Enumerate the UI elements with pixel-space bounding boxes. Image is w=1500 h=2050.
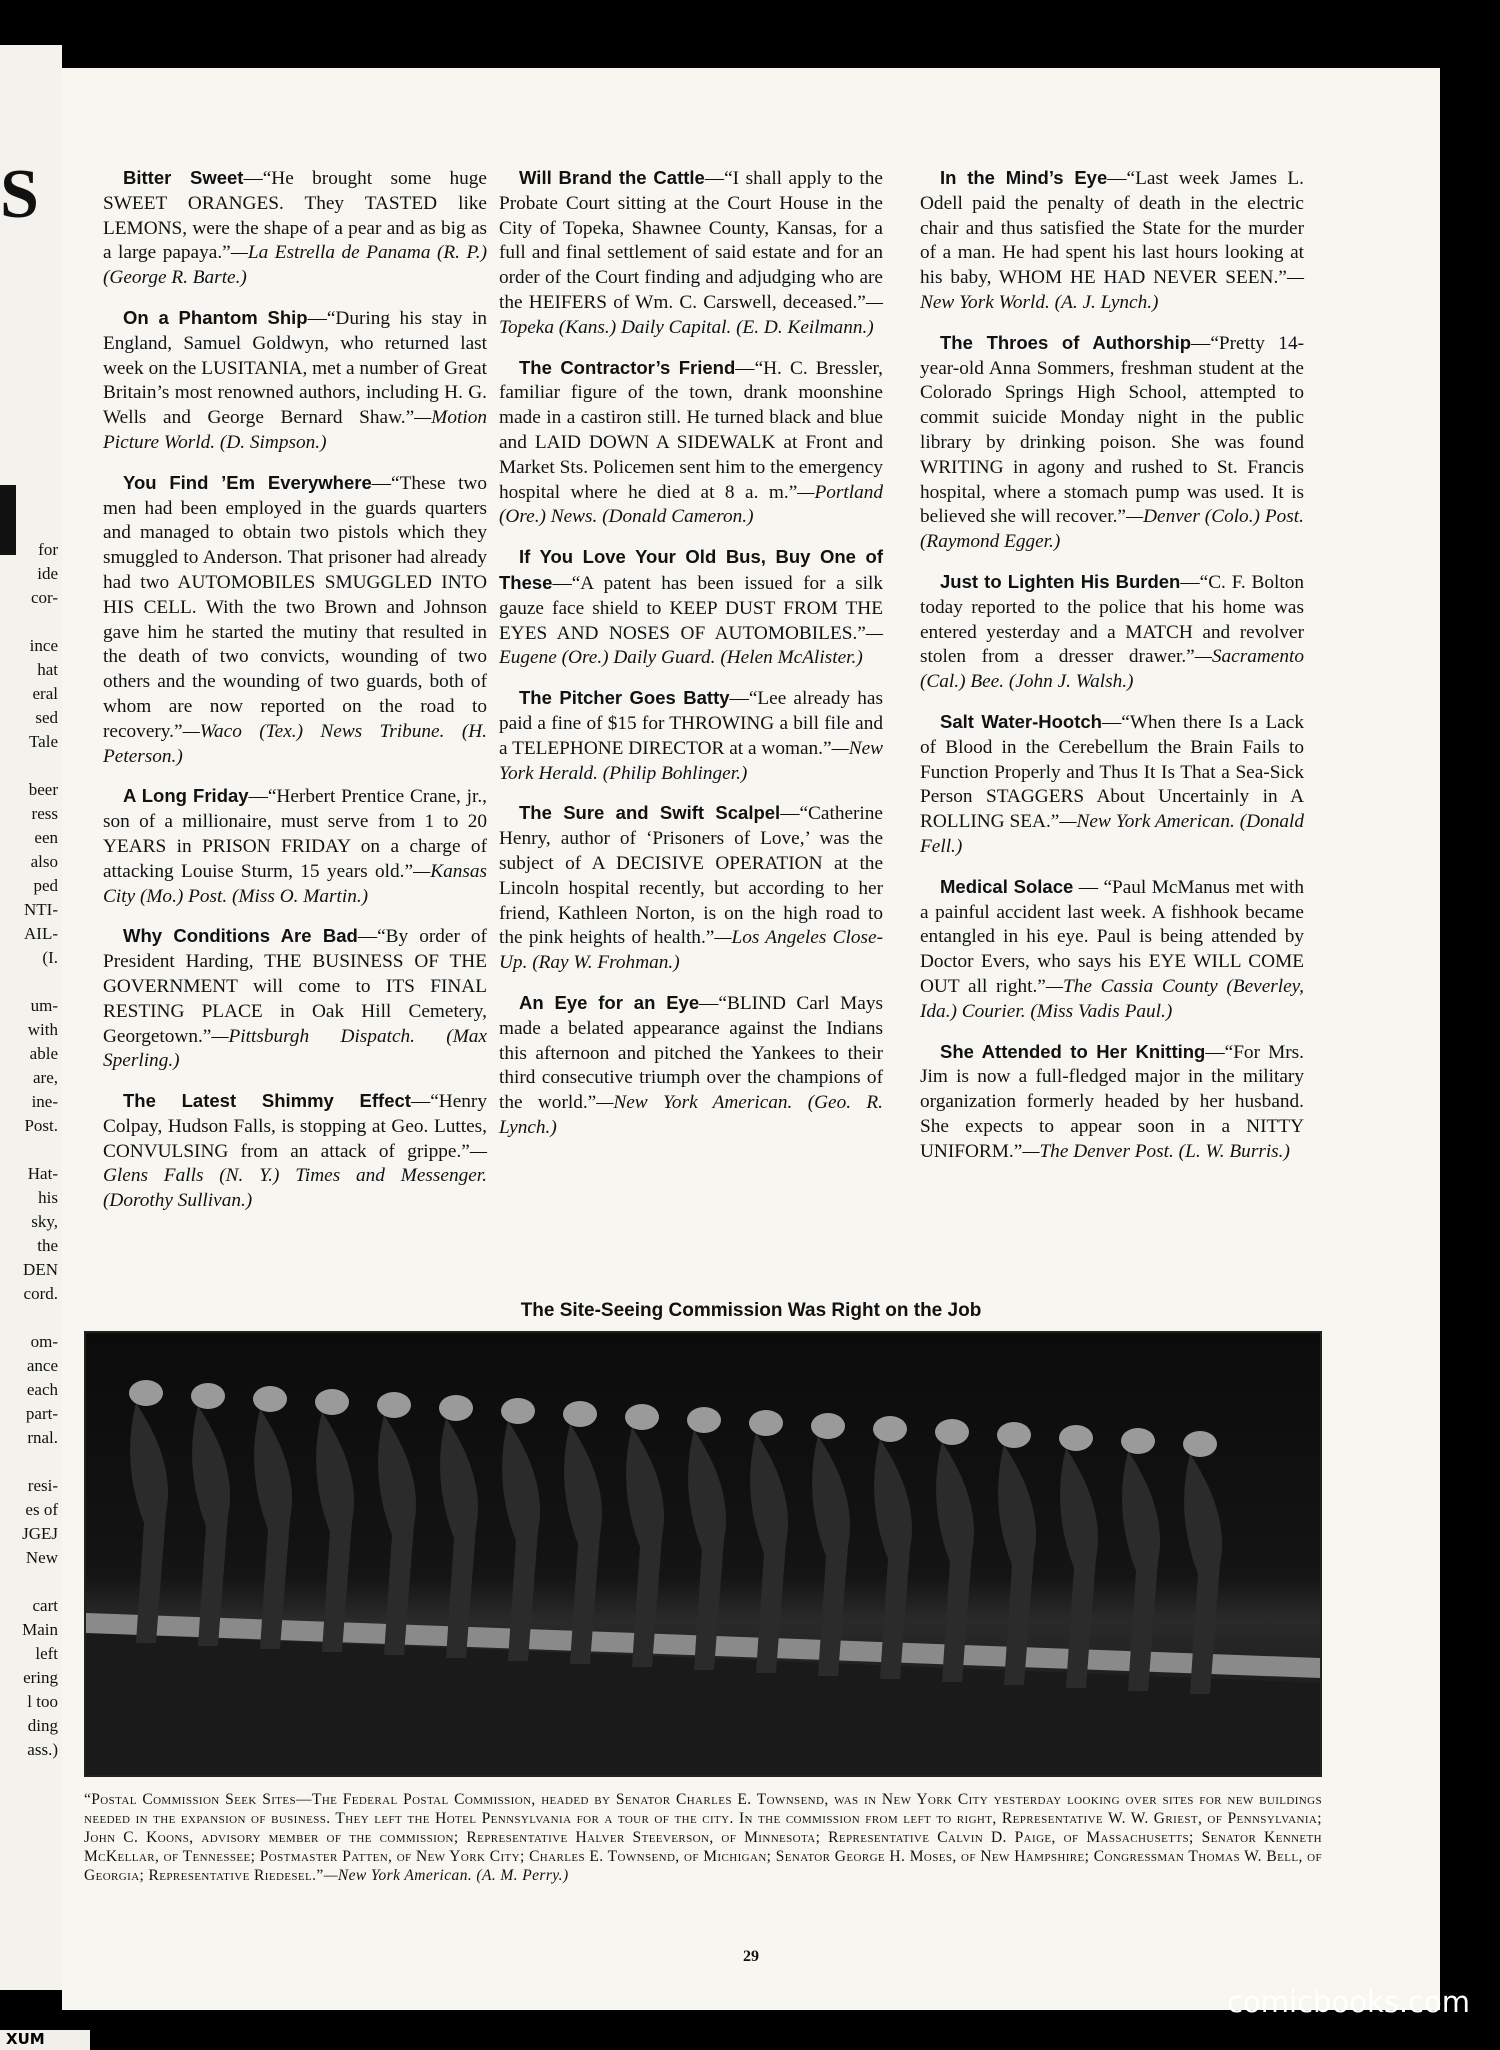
item-source: —New York American. (Donald Fell.)	[920, 811, 1304, 857]
facing-page-big-letter: S	[0, 156, 39, 233]
facing-page-fragment: cord.	[23, 1284, 58, 1303]
item-heading: The Latest Shimmy Effect	[123, 1090, 411, 1112]
item-heading: She Attended to Her Knitting	[940, 1040, 1206, 1062]
item-body: —“A patent has been issued for a silk gauze face shield to KEEP DUST FROM THE EYES AND NOSES OF AUTOMOBILES.”	[499, 572, 883, 644]
item-body: —“Lee already has paid a fine of $15 for THROWING a bill file and a TELEPHONE DIRECTOR at a woman.”	[499, 688, 883, 759]
facing-page-fragment: ince	[29, 636, 58, 655]
facing-page-fragment: JGEJ	[22, 1524, 58, 1543]
swimmer-figure	[873, 1416, 912, 1679]
column-1	[103, 166, 487, 1229]
item-source: —Pittsburgh Dispatch. (Max Sperling.)	[103, 1025, 487, 1072]
item-source: —Topeka (Kans.) Daily Capital. (E. D. Keilmann.)	[499, 291, 883, 338]
item-source: —Los Angeles Close-Up. (Ray W. Frohman.)	[499, 927, 883, 974]
item-source: —Eugene (Ore.) Daily Guard. (Helen McAlister.)	[499, 622, 883, 669]
item-body: —“Herbert Prentice Crane, jr., son of a millionaire, must serve from 1 to 20 YEARS in PRISON FRIDAY on a charge of attacking Louise Sturm, 15 years old.”	[103, 786, 487, 882]
item	[499, 991, 883, 1141]
item-body: —“When there Is a Lack of Blood in the Cerebellum the Brain Fails to Function Properly and Thus It Is That a Sea-Sick Person STAGGERS About Uncertainly in A ROLLING SEA.”	[920, 711, 1304, 833]
item-body: —“BLIND Carl Mays made a belated appearance against the Indians this afternoon and pitched the Yankees to their third consecutive triumph over the champions of the world.”	[499, 992, 883, 1114]
item-heading: Salt Water-Hootch	[940, 710, 1102, 732]
item-source: —La Estrella de Panama (R. P.) (George R. Barte.)	[103, 242, 488, 289]
item	[103, 306, 487, 456]
facing-page-fragment: Main	[22, 1620, 58, 1639]
item-source: —New York Herald. (Philip Bohlinger.)	[499, 737, 883, 784]
photo-caption	[84, 1790, 1322, 1885]
item	[499, 356, 883, 531]
facing-page-fragment: l too	[27, 1692, 58, 1711]
item-body: —“H. C. Bressler, familiar figure of the town, drank moonshine made in a castiron still. He turned black and blue and LAID DOWN A SIDEWALK at Front and Market Sts. Policemen sent him to the emergency hospital where he died at 8 a. m.”	[499, 357, 883, 503]
facing-page-fragment: Tale	[28, 732, 58, 751]
facing-page-fragment: NTI-	[24, 900, 58, 919]
facing-page-fragment: ide	[37, 564, 58, 583]
facing-page-fragment: also	[30, 852, 58, 871]
item-heading: On a Phantom Ship	[123, 306, 308, 328]
item	[920, 710, 1304, 860]
facing-page-black-block	[0, 485, 16, 555]
facing-page-fragment: each	[26, 1380, 58, 1399]
facing-page-fragment: eral	[32, 684, 58, 703]
item-source: —New York American. (Geo. R. Lynch.)	[499, 1092, 883, 1138]
swimmer-figure	[563, 1401, 602, 1664]
item	[103, 1089, 487, 1214]
swimmer-figure	[811, 1413, 850, 1676]
item-heading: An Eye for an Eye	[519, 991, 700, 1013]
caption-text: “Postal Commission Seek Sites—The Federal Postal Commission, headed by Senator Charles E. Townsend, was in New York City yesterday looking over sites for new buildings needed in the expansion of business. They left the Hotel Pennsylvania for a tour of the city. In the commission from left to right, Representative W. W. Griest, of Pennsylvania; John C. Koons, advisory member of the commission; Representative Halver Steeverson, of Minnesota; Representative Calvin D. Paige, of Massachusetts; Senator Kenneth McKellar, of Tennessee; Postmaster Patten, of New York City; Charles E. Townsend, of Michigan; Senator George H. Moses, of New Hampshire; Congressman Thomas W. Bell, of Georgia; Representative Riedesel.”	[84, 1791, 1322, 1884]
corner-label: XUM	[0, 2030, 90, 2050]
photograph	[84, 1331, 1322, 1777]
item-heading: In the Mind’s Eye	[940, 167, 1108, 188]
item-body: —“Catherine Henry, author of ‘Prisoners of Love,’ was the subject of A DECISIVE OPERATION at the Lincoln hospital recently, but according to her friend, Kathleen Norton, is on the high road to the pink heights of health.”	[499, 803, 883, 949]
item	[103, 924, 487, 1074]
item-heading: Bitter Sweet	[123, 167, 244, 188]
facing-page-fragment: beer	[28, 780, 58, 799]
item-source: —Sacramento (Cal.) Bee. (John J. Walsh.)	[920, 646, 1304, 693]
item-body: —“C. F. Bolton today reported to the police that his home was entered yesterday and a MATCH and revolver stolen from a dresser drawer.”	[920, 571, 1304, 668]
item-heading: A Long Friday	[123, 785, 249, 807]
facing-page-fragment: AIL-	[24, 924, 58, 943]
facing-page-fragment: are,	[32, 1068, 58, 1087]
swimmer-figure	[625, 1404, 664, 1667]
watermark: comicbooks.com	[1227, 1985, 1470, 2019]
facing-page-fragment: the	[37, 1236, 58, 1255]
facing-page-fragment: Post.	[24, 1116, 58, 1135]
item-heading: The Pitcher Goes Batty	[519, 687, 730, 709]
item-source: —Kansas City (Mo.) Post. (Miss O. Martin.)	[103, 860, 487, 907]
item-heading: The Contractor’s Friend	[519, 356, 736, 378]
facing-page-fragment: cor-	[30, 588, 58, 607]
item	[499, 545, 883, 671]
item-body: —“Henry Colpay, Hudson Falls, is stopping at Geo. Luttes, CONVULSING from an attack of grippe.”	[103, 1091, 487, 1162]
photo-title: The Site-Seeing Commission Was Right on the Job	[520, 1300, 982, 1321]
facing-page-fragment: part-	[25, 1404, 58, 1423]
item-source: —Portland (Ore.) News. (Donald Cameron.)	[499, 481, 883, 528]
facing-page-fragment: for	[38, 540, 58, 559]
column-2	[499, 166, 883, 1156]
facing-page-fragment: een	[34, 828, 58, 847]
facing-page-fragment: hat	[37, 660, 58, 679]
swimmer-figure	[1059, 1425, 1098, 1688]
item-heading: You Find ’Em Everywhere	[123, 471, 372, 493]
facing-page-fragment: um-	[30, 996, 58, 1015]
item	[103, 166, 487, 291]
swimmer-figure	[935, 1419, 974, 1682]
facing-page-fragment: his	[38, 1188, 58, 1207]
item-body: —“I shall apply to the Probate Court sitting at the Court House in the City of Topeka, Shawnee County, Kansas, for a full and final settlement of said estate and for an order of the Court finding and adjudging who are the HEIFERS of Wm. C. Carswell, deceased.”	[499, 168, 883, 313]
item	[103, 471, 487, 770]
item-body: —“These two men had been employed in the guards quarters and managed to obtain two pistols which they smuggled to Anderson. That prisoner had already had two AUTOMOBILES SMUGGLED INTO HIS CELL. With the two Brown and Johnson gave him he started the mutiny that resulted in the death of two convicts, wounding of two others and the wounding of two guards, both of whom are now reported on the road to recovery.”	[103, 472, 487, 742]
item	[920, 1040, 1304, 1165]
item-body: —“Last week James L. Odell paid the penalty of death in the electric chair and thus satisfied the State for the murder of a man. He had spent his last hours looking at his baby, WHOM HE HAD NEVER SEEN.”	[920, 168, 1304, 289]
facing-page-fragment: (I.	[42, 948, 58, 967]
facing-page-fragment: ding	[27, 1716, 58, 1735]
item-body: —“For Mrs. Jim is now a full-fledged major in the military organization formerly headed by her husband. She expects to appear soon in a NITTY UNIFORM.”	[920, 1041, 1304, 1162]
item	[499, 801, 883, 976]
swimmer-figure	[439, 1395, 478, 1658]
item-heading: Will Brand the Cattle	[519, 167, 705, 188]
swimmer-figure	[687, 1407, 726, 1670]
facing-page-fragment: ped	[33, 876, 58, 895]
facing-page-fragment: sed	[35, 708, 58, 727]
swimmer-figure	[315, 1389, 354, 1652]
item-body: —“By order of President Harding, THE BUSINESS OF THE GOVERNMENT will come to ITS FINAL RESTING PLACE in Oak Hill Cemetery, Georgetown.”	[103, 926, 487, 1047]
photo-figures	[86, 1333, 1320, 1775]
item	[499, 686, 883, 786]
swimmer-figure	[997, 1422, 1036, 1685]
item-source: —Waco (Tex.) News Tribune. (H. Peterson.)	[103, 720, 487, 767]
item	[920, 875, 1304, 1025]
item-source: —Glens Falls (N. Y.) Times and Messenger. (Dorothy Sullivan.)	[103, 1140, 487, 1212]
swimmer-figure	[129, 1380, 168, 1643]
facing-page-edge	[0, 45, 62, 1990]
facing-page-fragment: om-	[30, 1332, 58, 1351]
swimmer-figure	[253, 1386, 292, 1649]
facing-page-fragment: left	[35, 1644, 58, 1663]
caption-source: —New York American. (A. M. Perry.)	[323, 1867, 569, 1884]
facing-page-fragment: es of	[25, 1500, 58, 1519]
facing-page-fragment: ance	[26, 1356, 58, 1375]
item-heading: Just to Lighten His Burden	[940, 570, 1181, 592]
item-body: —“During his stay in England, Samuel Goldwyn, who returned last week on the LUSITANIA, met a number of Great Britain’s most renowned authors, including H. G. Wells and George Bernard Shaw.”	[103, 307, 488, 429]
swimmer-figure	[191, 1383, 230, 1646]
item-heading: The Sure and Swift Scalpel	[519, 802, 781, 824]
swimmer-figure	[749, 1410, 788, 1673]
item-body: —“He brought some huge SWEET ORANGES. They TASTED like LEMONS, were the shape of a pear and as big as a large papaya.”	[103, 168, 487, 264]
item-body: — “Paul McManus met with a painful accident last week. A fishhook became entangled in his eye. Paul is being attended by Doctor Evers, who says his EYE WILL COME OUT all right.”	[920, 876, 1304, 997]
facing-page-fragment: able	[29, 1044, 58, 1063]
item-source: —The Denver Post. (L. W. Burris.)	[1022, 1140, 1290, 1162]
facing-page-fragment: ering	[23, 1668, 58, 1687]
facing-page-fragment: rnal.	[27, 1428, 58, 1447]
facing-page-fragment: cart	[32, 1596, 58, 1615]
facing-page-fragment: ress	[31, 804, 58, 823]
facing-page-fragment: ine-	[31, 1092, 58, 1111]
facing-page-fragment: sky,	[31, 1212, 58, 1231]
facing-page-fragment: DEN	[23, 1260, 58, 1279]
column-3	[920, 166, 1304, 1179]
item	[920, 570, 1304, 695]
facing-page-fragment: ass.)	[27, 1740, 58, 1759]
item-heading: The Throes of Authorship	[940, 331, 1192, 353]
item-heading: If You Love Your Old Bus, Buy One of These	[499, 546, 883, 593]
facing-page-fragment: resi-	[27, 1476, 58, 1495]
item-heading: Medical Solace	[940, 875, 1074, 897]
item-body: —“Pretty 14-year-old Anna Sommers, freshman student at the Colorado Springs High School, attempted to commit suicide Monday night in the public library by drinking poison. She was found WRITING in agony and rushed to St. Francis hospital, where a stomach pump was used. It is believed she will recover.”	[920, 332, 1305, 528]
item-source: —Motion Picture World. (D. Simpson.)	[103, 407, 487, 453]
page-number: 29	[743, 1948, 759, 1965]
item	[103, 784, 487, 909]
swimmer-figure	[377, 1392, 416, 1655]
item-source: —New York World. (A. J. Lynch.)	[920, 267, 1304, 313]
item-heading: Why Conditions Are Bad	[123, 925, 358, 947]
item-source: —Denver (Colo.) Post. (Raymond Egger.)	[920, 506, 1304, 553]
swimmer-figure	[501, 1398, 540, 1661]
facing-page-fragment: Hat-	[27, 1164, 58, 1183]
item	[499, 166, 883, 341]
facing-page-fragment: New	[25, 1548, 58, 1567]
magazine-page	[62, 68, 1440, 2010]
facing-page-fragment: with	[27, 1020, 58, 1039]
item-source: —The Cassia County (Beverley, Ida.) Courier. (Miss Vadis Paul.)	[920, 975, 1304, 1022]
item	[920, 331, 1304, 555]
item	[920, 166, 1304, 316]
